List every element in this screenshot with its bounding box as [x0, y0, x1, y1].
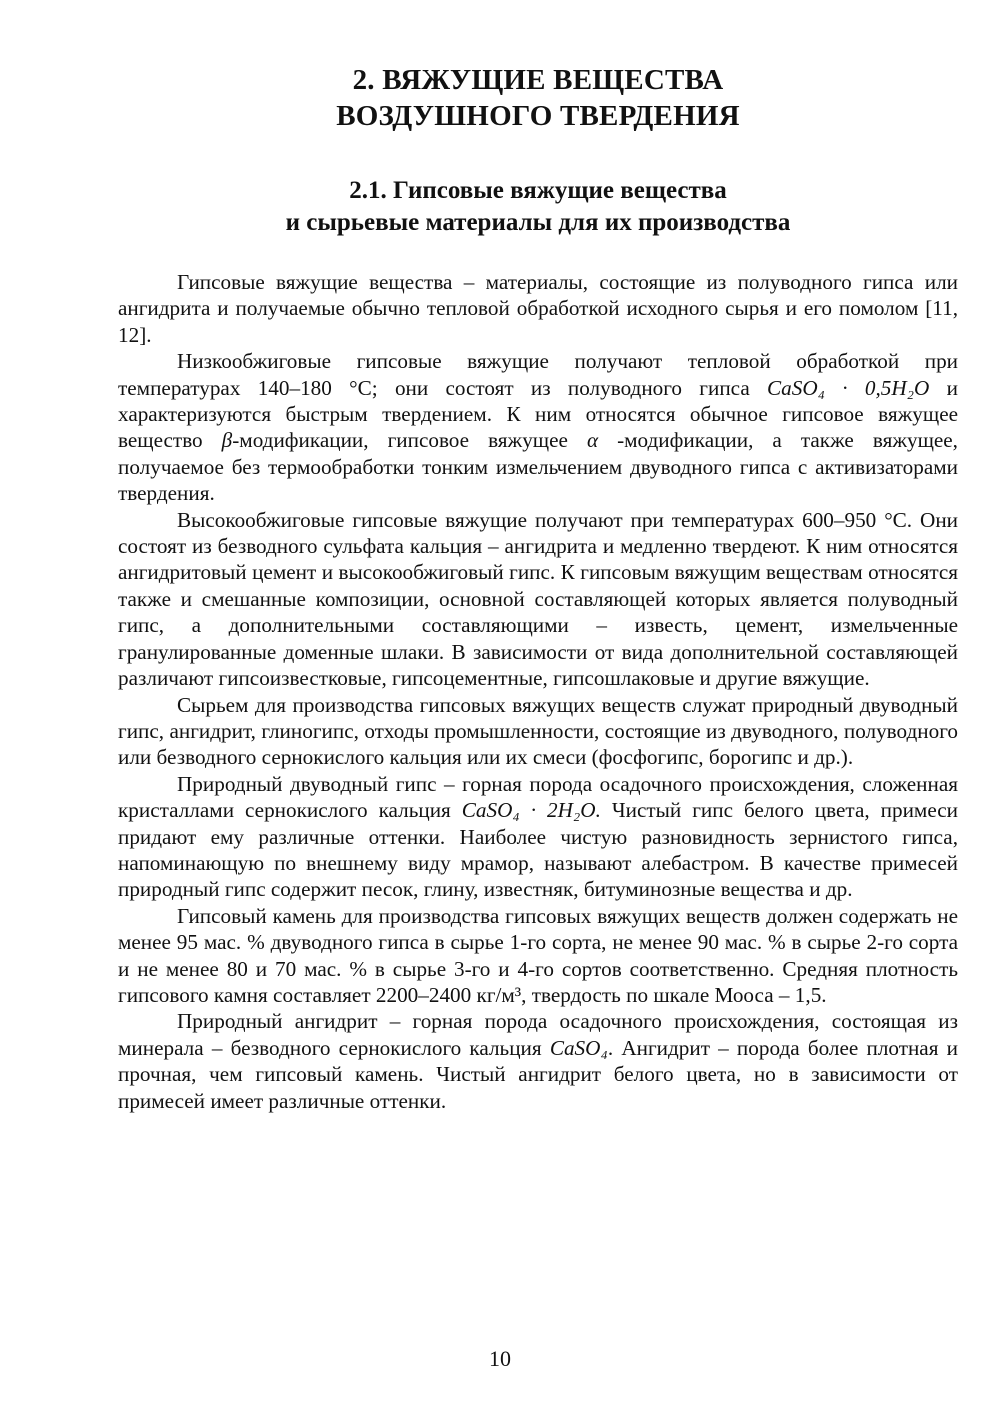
paragraph-low-fired	[118, 348, 958, 506]
paragraph-low-fired-part-2: и характеризуются быстрым твердением. К ним относятся обычное гипсовое вяжущее вещество	[118, 375, 958, 453]
paragraph-low-fired-part-3: -модификации, гипсовое вяжущее	[232, 428, 587, 453]
paragraph-low-fired-part-4: -модификации, а также вяжущее, получаемое без термообработки тонким измельчением двуводного гипса с активизаторами твердения.	[118, 428, 958, 506]
paragraph-natural-gypsum-part-2: Чистый гипс белого цвета, примеси придают ему различные оттенки. Наиболее чистую разновидность зернистого гипса, напоминающую по внешнему виду мрамор, называют алебастром. В качестве примесей природный гипс содержит песок, глину, известняк, битуминозные вещества и др.	[118, 798, 958, 902]
paragraph-anhydrite	[118, 1008, 958, 1114]
formula-dihydrate: CaSO₄ · 2H₂O.	[461, 798, 601, 823]
chapter-title	[118, 62, 958, 134]
paragraph-definition: Гипсовые вяжущие вещества – материалы, состоящие из полуводного гипса или ангидрита и получаемые обычно тепловой обработкой исходного сырья и его помолом [11, 12].	[118, 270, 958, 347]
paragraph-anhydrite-part-1: Природный ангидрит – горная порода осадочного происхождения, состоящая из минерала – безводного сернокислого кальция	[118, 1009, 958, 1060]
section-title	[118, 175, 958, 239]
paragraph-natural-gypsum-part-1: Природный двуводный гипс – горная порода осадочного происхождения, сложенная кристаллами сернокислого кальция	[118, 771, 958, 823]
page-number: 10	[489, 1346, 511, 1371]
body-text	[118, 269, 958, 1114]
paragraph-low-fired-part-1: Низкообжиговые гипсовые вяжущие получают тепловой обработкой при температурах 140–180 °С; они состоят из полуводного гипса	[118, 349, 958, 400]
section-title-line-2: и сырьевые материалы для их производства	[285, 209, 791, 236]
paragraph-high-fired: Высокообжиговые гипсовые вяжущие получают при температурах 600–950 °С. Они состоят из безводного сульфата кальция – ангидрита и медленно твердеют. К ним относятся ангидритовый цемент и высокообжиговый гипс. К гипсовым вяжущим веществам относятся также и смешанные композиции, основной составляющей которых является полуводный гипс, а дополнительными составляющими – известь, цемент, измельченные гранулированные доменные шлаки. В зависимости от вида дополнительной составляющей различают гипсоизвестковые, гипсоцементные, гипсошлаковые и другие вяжущие.	[118, 507, 958, 691]
formula-hemihydrate: CaSO₄ · 0,5H₂O	[767, 375, 930, 400]
section-title-line-1: 2.1. Гипсовые вяжущие вещества	[349, 177, 727, 204]
formula-anhydrite: CaSO₄	[549, 1035, 608, 1060]
paragraph-anhydrite-part-2: . Ангидрит – порода более плотная и прочная, чем гипсовый камень. Чистый ангидрит белого цвета, но в зависимости от примесей имеет различные оттенки.	[118, 1035, 958, 1113]
paragraph-natural-gypsum	[118, 771, 958, 903]
paragraph-raw-materials: Сырьем для производства гипсовых вяжущих веществ служат природный двуводный гипс, ангидрит, глиногипс, отходы промышленности, состоящие из двуводного, полуводного или безводного сернокислого кальция или их смеси (фосфогипс, борогипс и др.).	[118, 692, 958, 770]
chapter-title-line-1: 2. ВЯЖУЩИЕ ВЕЩЕСТВА	[352, 64, 724, 96]
alpha-symbol: α	[586, 428, 599, 453]
beta-symbol: β	[221, 428, 233, 453]
document-page	[118, 62, 958, 1114]
paragraph-gypsum-stone: Гипсовый камень для производства гипсовых вяжущих веществ должен содержать не менее 95 мас. % двуводного гипса в сырье 1-го сорта, не менее 90 мас. % в сырье 2-го сорта и не менее 80 и 70 мас. % в сырье 3-го и 4-го сортов соответственно. Средняя плотность гипсового камня составляет 2200–2400 кг/м³, твердость по шкале Мооса – 1,5.	[118, 903, 958, 1007]
chapter-title-line-2: ВОЗДУШНОГО ТВЕРДЕНИЯ	[336, 100, 740, 132]
